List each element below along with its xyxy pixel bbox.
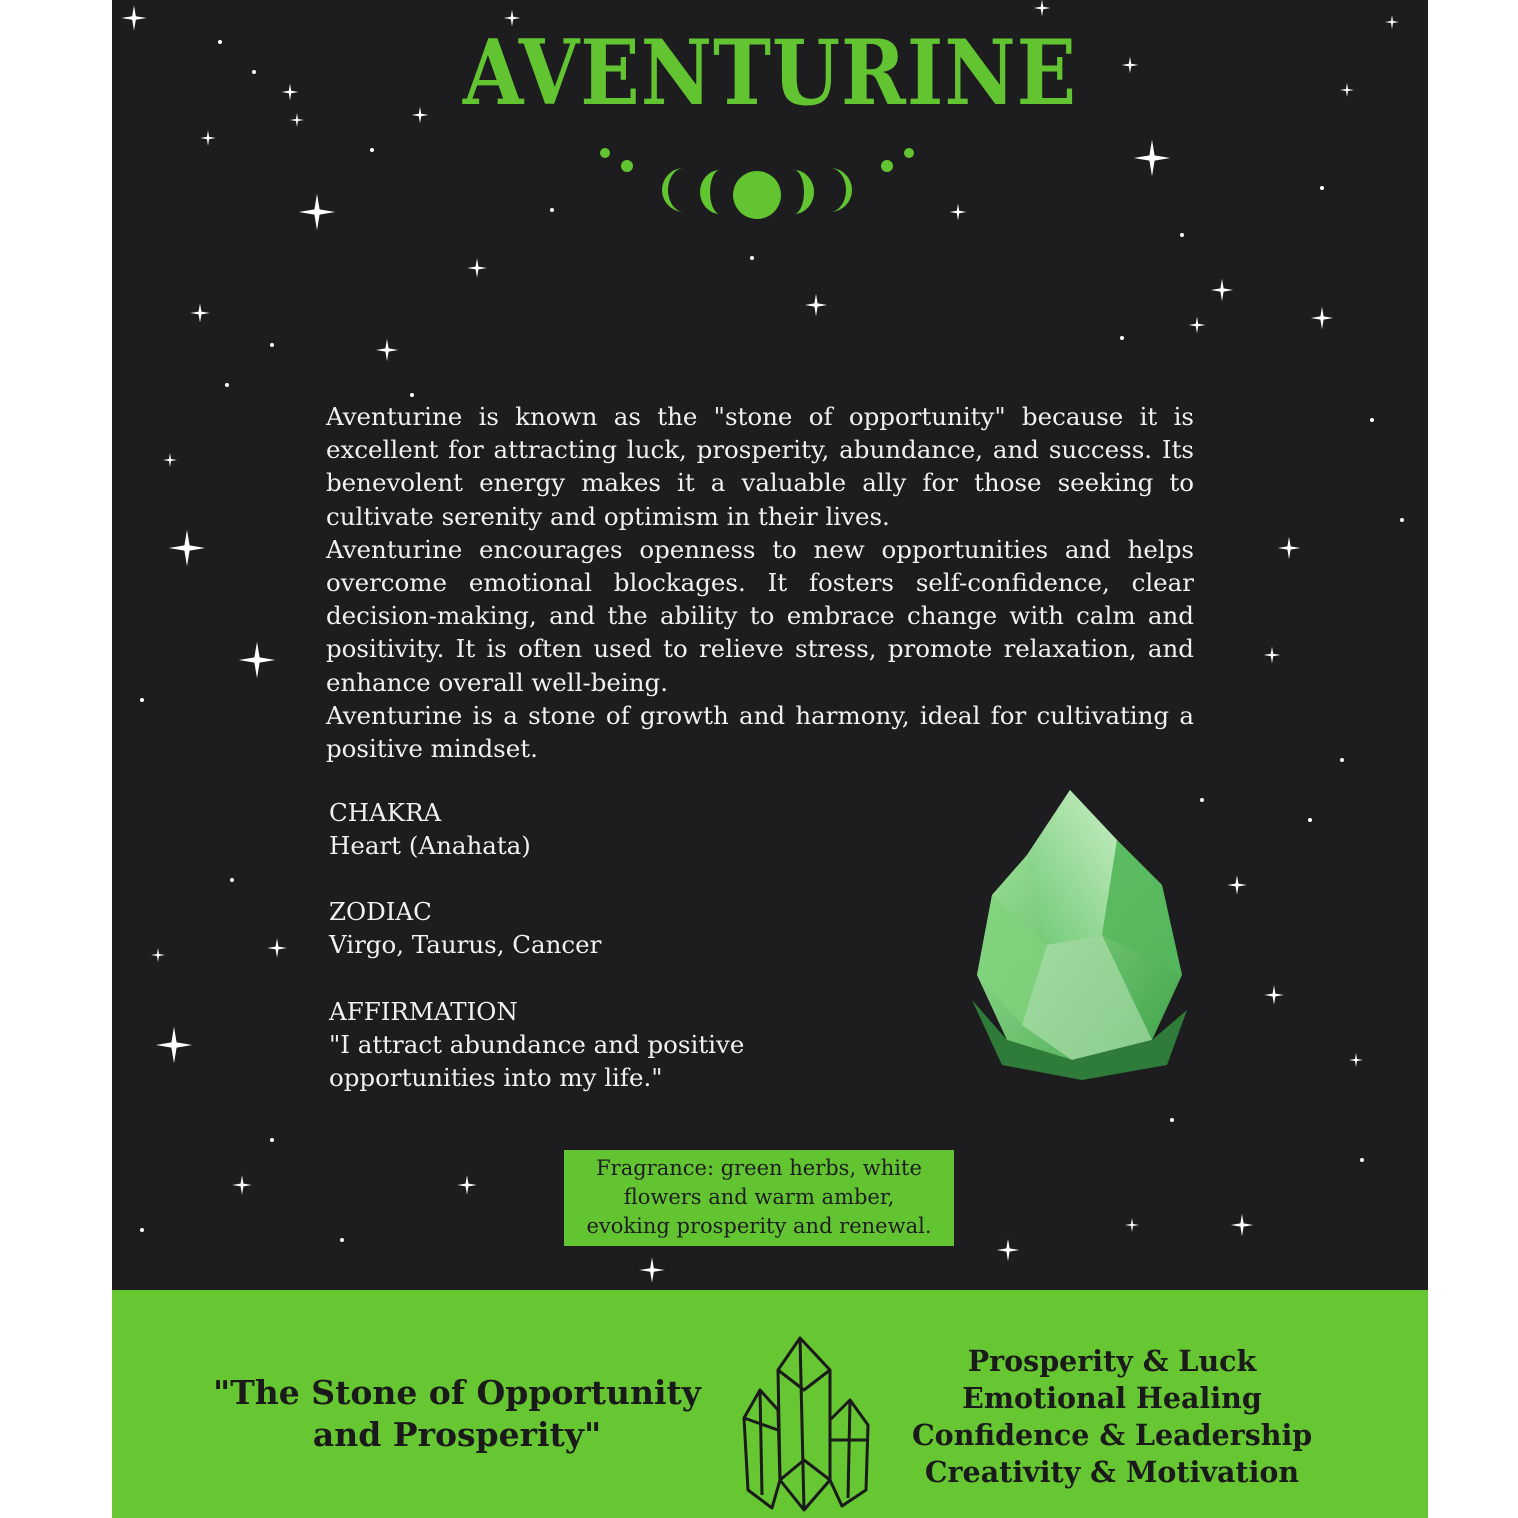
affirmation-value: "I attract abundance and positive opportunities into my life." [329,1030,745,1092]
benefit-item: Emotional Healing [962,1381,1262,1415]
fragrance-line: evoking prosperity and renewal. [586,1214,932,1238]
benefits-list [912,1343,1312,1491]
crystal-cluster-icon [738,1330,873,1515]
moon-phases-icon [592,140,922,240]
description-paragraph: Aventurine is known as the "stone of opportunity" because it is excellent for attracting luck, prosperity, abundance, and success. Its benevolent energy makes it a valuable ally for those seeking to cultivate serenity and optimism in their lives. [326,402,1194,531]
benefit-item: Confidence & Leadership [912,1418,1313,1452]
tagline-line: and Prosperity" [312,1415,602,1454]
zodiac-label: ZODIAC [329,897,432,926]
crystal-illustration [952,785,1197,1085]
fragrance-box [564,1150,954,1246]
description-paragraph: Aventurine encourages openness to new opportunities and helps overcome emotional blockages. It fosters self-confidence, clear decision-making, and the ability to embrace change with calm and positivity. It is often used to relieve stress, promote relaxation, and enhance overall well-being. [326,534,1194,697]
tagline [212,1372,702,1456]
benefit-item: Creativity & Motivation [924,1455,1300,1489]
affirmation-section [329,995,769,1094]
fragrance-line: Fragrance: green herbs, white [596,1156,922,1180]
benefit-item: Prosperity & Luck [967,1344,1257,1378]
chakra-label: CHAKRA [329,798,442,827]
affirmation-label: AFFIRMATION [329,997,518,1026]
description-paragraph: Aventurine is a stone of growth and harmony, ideal for cultivating a positive mindset. [326,700,1194,764]
zodiac-value: Virgo, Taurus, Cancer [329,930,602,959]
product-card [112,0,1428,1518]
fragrance-line: flowers and warm amber, [623,1185,895,1209]
chakra-section [329,796,531,862]
zodiac-section [329,895,601,961]
chakra-value: Heart (Anahata) [329,831,531,860]
page-title: AVENTURINE [462,21,1078,126]
tagline-line: "The Stone of Opportunity [213,1373,701,1412]
description [326,400,1194,765]
